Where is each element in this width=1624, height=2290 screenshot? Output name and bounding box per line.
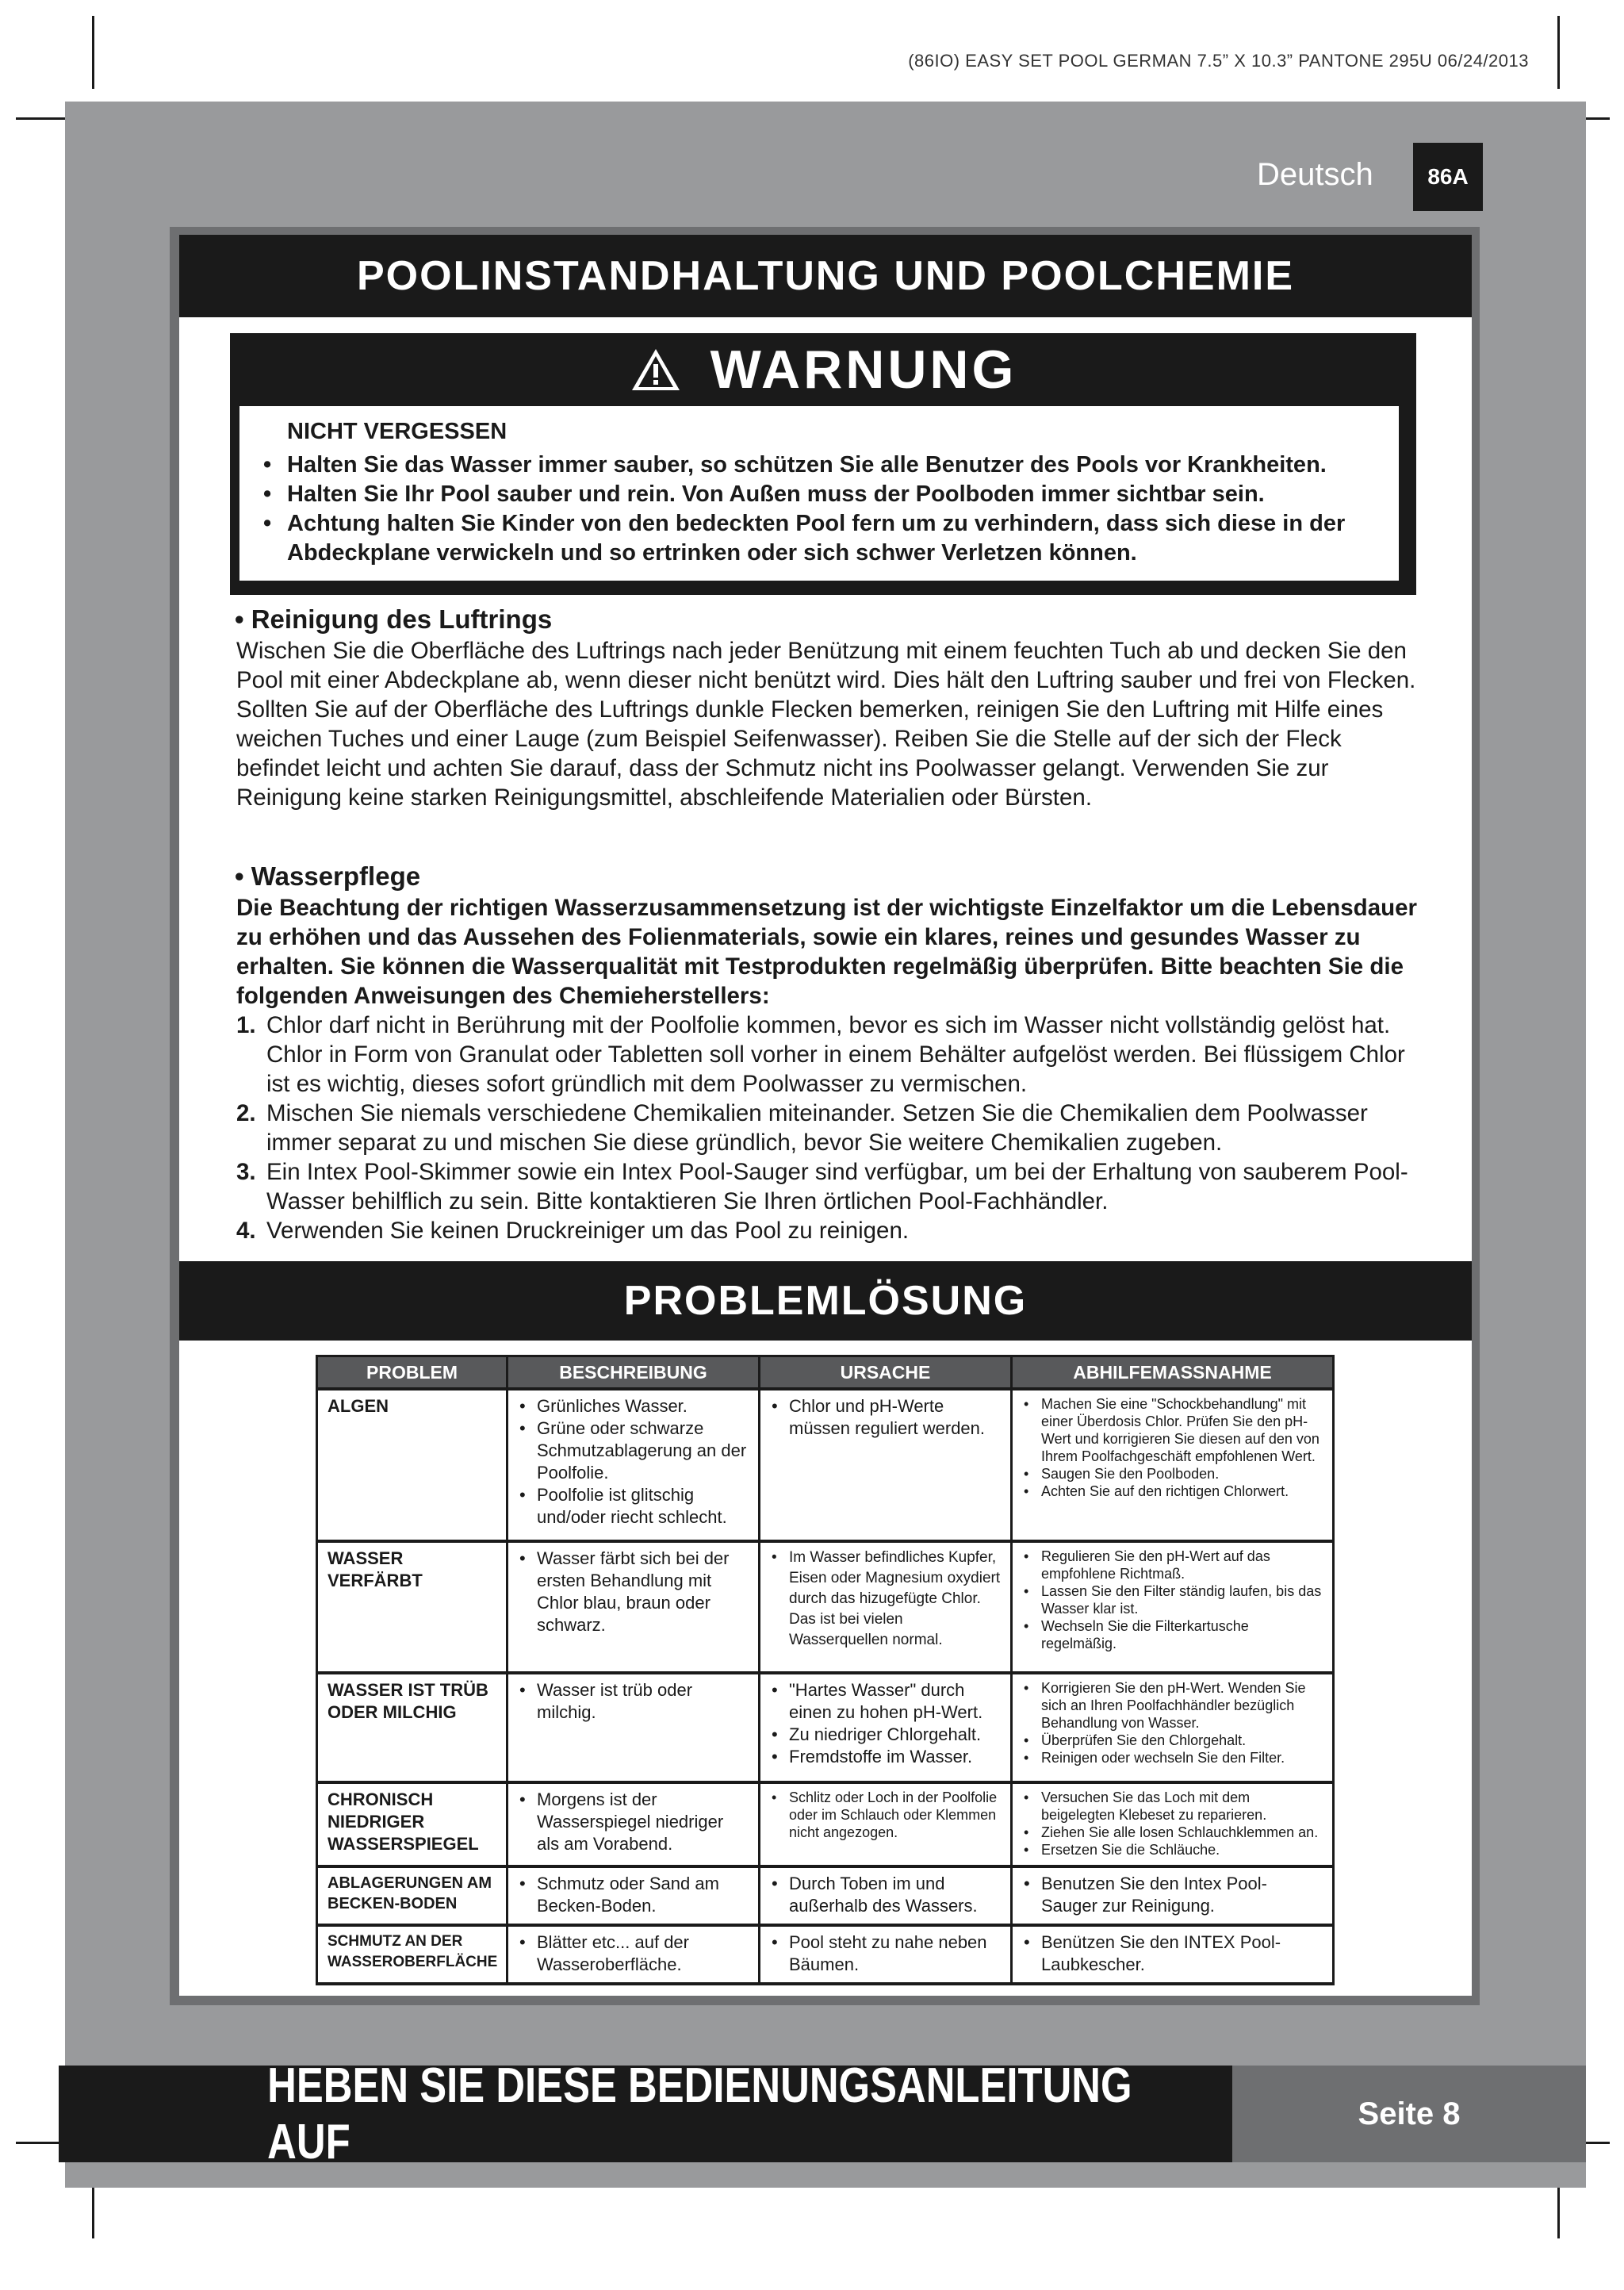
table-row xyxy=(317,1541,1334,1673)
cleaning-text: Wischen Sie die Oberfläche des Luftrings nach jeder Benützung mit einem feuchten Tuch ab und decken Sie den Pool mit einer Abdeckplane ab, wenn dieser nicht benützt wird. Dies hält den Luftring sauber und frei von Flecken. Sollten Sie auf der Oberfläche des Luftrings dunkle Flecken bemerken, reinigen Sie den Luftring mit Hilfe eines weichen Tuches und einer Lauge (zum Beispiel Seifenwasser). Reiben Sie die Stelle auf der sich der Fleck befindet leicht und achten Sie darauf, dass der Schmutz nicht ins Poolwasser gelangt. Verwenden Sie zur Reinigung keine starken Reinigungsmittel, abschleifende Materialien oder Bürsten. xyxy=(236,638,1416,811)
list-item: • Wechseln Sie die Filterkartusche regelmäßig. xyxy=(1022,1617,1323,1652)
list-item: • Pool steht zu nahe neben Bäumen. xyxy=(770,1931,1001,1976)
table-row xyxy=(317,1782,1334,1866)
table-row xyxy=(317,1389,1334,1541)
list-item: • Versuchen Sie das Loch mit dem beigelegten Klebeset zu reparieren. xyxy=(1022,1789,1323,1824)
cause-cell xyxy=(760,1389,1012,1541)
cause-cell xyxy=(760,1866,1012,1925)
cause-cell xyxy=(760,1673,1012,1782)
warning-title: WARNUNG xyxy=(710,339,1017,400)
description-cell xyxy=(508,1673,760,1782)
section-title-maintenance: POOLINSTANDHALTUNG UND POOLCHEMIE xyxy=(179,235,1472,317)
cause-cell xyxy=(760,1925,1012,1984)
list-item: • Grünliches Wasser. xyxy=(518,1395,749,1417)
water-care-heading: • Wasserpflege xyxy=(235,861,421,891)
troubleshooting-table xyxy=(316,1355,1335,1985)
list-item: • Chlor und pH-Werte müssen reguliert werden. xyxy=(770,1395,1001,1440)
list-item: • Benützen Sie den INTEX Pool- Laubkescher. xyxy=(1022,1931,1323,1976)
warning-header xyxy=(230,333,1416,406)
table-header-row xyxy=(317,1356,1334,1390)
remedy-cell xyxy=(1012,1541,1334,1673)
list-item: • Überprüfen Sie den Chlorgehalt. xyxy=(1022,1732,1323,1749)
warning-triangle-icon xyxy=(630,347,682,393)
problem-cell: ABLAGERUNGEN AM BECKEN-BODEN xyxy=(317,1866,508,1925)
list-item: • Achten Sie auf den richtigen Chlorwert. xyxy=(1022,1483,1323,1500)
list-item: • Ziehen Sie alle losen Schlauchklemmen an. xyxy=(1022,1824,1323,1841)
table-row xyxy=(317,1866,1334,1925)
footer-text: HEBEN SIE DIESE BEDIENUNGSANLEITUNG AUF xyxy=(267,2058,1132,2169)
column-header: BESCHREIBUNG xyxy=(508,1356,760,1390)
cause-cell xyxy=(760,1782,1012,1866)
warning-item: • Achtung halten Sie Kinder von den bedeckten Pool fern um zu verhindern, dass sich diese in der Abdeckplane verwickeln und so ertrinken oder sich schwer Verletzen können. xyxy=(263,511,1346,566)
warning-item: • Halten Sie das Wasser immer sauber, so schützen Sie alle Benutzer des Pools vor Krankheiten. xyxy=(263,452,1327,478)
problem-cell: SCHMUTZ AN DER WASSEROBERFLÄCHE xyxy=(317,1925,508,1984)
section-title-troubleshooting: PROBLEMLÖSUNG xyxy=(179,1261,1472,1341)
list-item: • Lassen Sie den Filter ständig laufen, bis das Wasser klar ist. xyxy=(1022,1582,1323,1617)
column-header: URSACHE xyxy=(760,1356,1012,1390)
description-cell xyxy=(508,1782,760,1866)
list-item: • Schmutz oder Sand am Becken-Boden. xyxy=(518,1873,749,1917)
table-row xyxy=(317,1673,1334,1782)
warning-box xyxy=(230,333,1416,595)
column-header: PROBLEM xyxy=(317,1356,508,1390)
column-header: ABHILFEMASSNAHME xyxy=(1012,1356,1334,1390)
problem-cell: ALGEN xyxy=(317,1389,508,1541)
list-item: • Reinigen oder wechseln Sie den Filter. xyxy=(1022,1749,1323,1766)
step-item: 4. Verwenden Sie keinen Druckreiniger um das Pool zu reinigen. xyxy=(236,1218,910,1244)
language-label: Deutsch xyxy=(1257,157,1373,192)
description-cell xyxy=(508,1541,760,1673)
warning-label: NICHT VERGESSEN xyxy=(287,419,508,444)
water-care-intro: Die Beachtung der richtigen Wasserzusammensetzung ist der wichtigste Einzelfaktor um die Lebensdauer zu erhöhen und das Aussehen des Folienmaterials, sowie ein klares, reines und gesundes Wasser zu erhalten. Sie können die Wasserqualität mit Testprodukten regelmäßig überprüfen. Bitte beachten Sie die folgenden Anweisungen des Chemieherstellers: xyxy=(236,895,1418,1009)
list-item: • Zu niedriger Chlorgehalt. xyxy=(770,1724,1001,1746)
list-item: • Schlitz oder Loch in der Poolfolie oder im Schlauch oder Klemmen nicht angezogen. xyxy=(770,1789,1001,1841)
list-item: • Ersetzen Sie die Schläuche. xyxy=(1022,1841,1323,1858)
warning-content xyxy=(239,406,1399,581)
step-item: 1. Chlor darf nicht in Berührung mit der Poolfolie kommen, bevor es sich im Wasser nicht vollständig gelöst hat. Chlor in Form von Granulat oder Tabletten soll vorher in einem Behälter aufgelöst werden. Bei flüssigem Chlor ist es wichtig, dieses sofort gründlich mit dem Poolwasser zu vermischen. xyxy=(236,1012,1405,1097)
warning-item: • Halten Sie Ihr Pool sauber und rein. Von Außen muss der Poolboden immer sichtbar sein. xyxy=(263,481,1265,507)
water-care-steps xyxy=(236,1011,1418,1245)
description-cell xyxy=(508,1389,760,1541)
problem-cell: WASSER VERFÄRBT xyxy=(317,1541,508,1673)
crop-mark xyxy=(1557,16,1560,89)
remedy-cell xyxy=(1012,1866,1334,1925)
list-item: • Benutzen Sie den Intex Pool-Sauger zur Reinigung. xyxy=(1022,1873,1323,1917)
description-cell xyxy=(508,1866,760,1925)
list-item: • Grüne oder schwarze Schmutzablagerung an der Poolfolie. xyxy=(518,1417,749,1484)
list-item: • Korrigieren Sie den pH-Wert. Wenden Sie sich an Ihren Poolfachhändler bezüglich Behandlung von Wasser. xyxy=(1022,1679,1323,1732)
problem-cell: WASSER IST TRÜB ODER MILCHIG xyxy=(317,1673,508,1782)
list-item: • Regulieren Sie den pH-Wert auf das empfohlene Richtmaß. xyxy=(1022,1548,1323,1582)
footer-bar xyxy=(59,2058,1586,2169)
crop-mark xyxy=(92,16,94,89)
cleaning-heading: • Reinigung des Luftrings xyxy=(235,604,553,634)
step-item: 2. Mischen Sie niemals verschiedene Chemikalien miteinander. Setzen Sie die Chemikalien dem Poolwasser immer separat zu und mischen Sie diese gründlich, bevor Sie weitere Chemikalien zugeben. xyxy=(236,1100,1368,1156)
list-item: • Wasser färbt sich bei der ersten Behandlung mit Chlor blau, braun oder schwarz. xyxy=(518,1548,749,1636)
list-item: • Morgens ist der Wasserspiegel niedriger als am Vorabend. xyxy=(518,1789,749,1855)
remedy-cell xyxy=(1012,1389,1334,1541)
cause-cell xyxy=(760,1541,1012,1673)
page-code-badge: 86A xyxy=(1413,143,1483,211)
list-item: • Im Wasser befindliches Kupfer, Eisen oder Magnesium oxydiert durch das hizugefügte Chlor. Das ist bei vielen Wasserquellen normal. xyxy=(770,1548,1001,1651)
list-item: • Durch Toben im und außerhalb des Wassers. xyxy=(770,1873,1001,1917)
list-item: • "Hartes Wasser" durch einen zu hohen pH-Wert. xyxy=(770,1679,1001,1724)
list-item: • Fremdstoffe im Wasser. xyxy=(770,1746,1001,1768)
list-item: • Poolfolie ist glitschig und/oder riecht schlecht. xyxy=(518,1484,749,1529)
list-item: • Saugen Sie den Poolboden. xyxy=(1022,1465,1323,1483)
print-info: (86IO) EASY SET POOL GERMAN 7.5” X 10.3” PANTONE 295U 06/24/2013 xyxy=(908,51,1529,71)
remedy-cell xyxy=(1012,1673,1334,1782)
page-number: Seite 8 xyxy=(1232,2066,1586,2162)
remedy-cell xyxy=(1012,1925,1334,1984)
list-item: • Wasser ist trüb oder milchig. xyxy=(518,1679,749,1724)
list-item: • Machen Sie eine "Schockbehandlung" mit einer Überdosis Chlor. Prüfen Sie den pH-Wert und korrigieren Sie diesen auf den von Ihrem Poolfachgeschäft empfohlenen Wert. xyxy=(1022,1395,1323,1465)
table-row xyxy=(317,1925,1334,1984)
problem-cell: CHRONISCH NIEDRIGER WASSERSPIEGEL xyxy=(317,1782,508,1866)
remedy-cell xyxy=(1012,1782,1334,1866)
step-item: 3. Ein Intex Pool-Skimmer sowie ein Intex Pool-Sauger sind verfügbar, um bei der Erhaltung von sauberem Pool-Wasser behilflich zu sein. Bitte kontaktieren Sie Ihren örtlichen Pool-Fachhändler. xyxy=(236,1159,1408,1214)
description-cell xyxy=(508,1925,760,1984)
list-item: • Blätter etc... auf der Wasseroberfläche. xyxy=(518,1931,749,1976)
